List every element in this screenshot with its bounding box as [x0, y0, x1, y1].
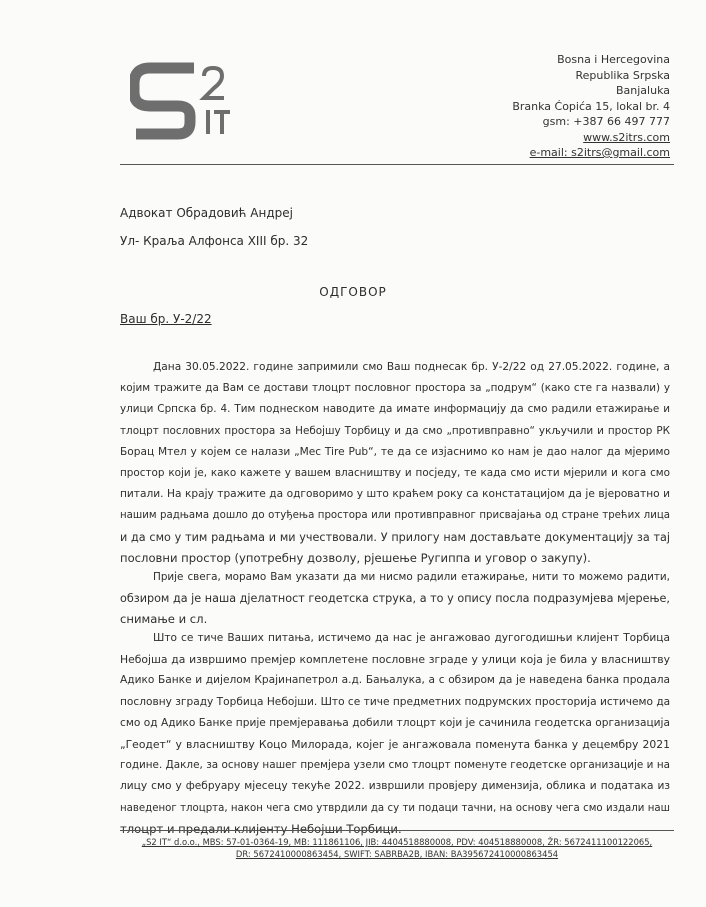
- paragraph-line: снимање и сл.: [120, 612, 208, 627]
- paragraph-3: [120, 628, 670, 840]
- company-info: [410, 52, 670, 161]
- paragraph-line: наведеног тлоцрта, након чега смо утврдили да су ти подаци тачни, на основу чега смо издали наш: [120, 802, 670, 814]
- recipient-name: Адвокат Обрадовић Андреј: [120, 206, 293, 220]
- paragraph-line: тлоцрт пословних простора за Небојшу Торбицу и да смо „противправно“ укључили и простор РК: [120, 424, 670, 437]
- company-street: Branka Ćopića 15, lokal br. 4: [512, 99, 670, 113]
- paragraph-line: нашим радњама дошло до отуђења простора или противправног присвајања од стране трећих лица: [120, 510, 670, 522]
- paragraph-line: пословни простор (употребну дозволу, рјешење Ругиппа и уговор о закупу).: [120, 550, 591, 565]
- footer-divider: [120, 830, 674, 831]
- reference-number: Ваш бр. У-2/22: [120, 312, 212, 326]
- paragraph-line: Борац Мтел у којем се налази „Mec Tire Pub“, те да се изјаснимо ко нам је дао налог да мјеримо: [120, 445, 670, 458]
- paragraph-line: тлоцрт и предали клијенту Небојши Торбици.: [120, 821, 402, 836]
- paragraph-line: пословну зграду Торбица Небојши. Што се тиче предметних подрумских просторија истичемо да: [120, 695, 671, 708]
- company-phone: gsm: +387 66 497 777: [542, 115, 670, 128]
- paragraph-line: улици Српска бр. 4. Тим поднеском наводите да имате информацију да смо радили етажирање и: [120, 403, 670, 416]
- paragraph-line: питали. На крају тражите да одговоримо у што краћем року са констатацијом да је вјероватно и: [120, 488, 670, 501]
- paragraph-line: простор који је, како кажете у вашем власништву и посједу, те када смо исти мјерили и кога смо: [120, 467, 670, 480]
- paragraph-1: [120, 357, 670, 569]
- recipient-address: Ул- Краља Алфонса XIII бр. 32: [120, 234, 309, 248]
- s2it-logo-icon: [130, 62, 240, 146]
- paragraph-line: обзиром да је наша дјелатност геодетска струка, а то у опису посла подразумјева мјерење,: [120, 592, 670, 606]
- paragraph-line: Прије свега, морамо Вам указати да ми нисмо радили етажирање, нити то можемо радити,: [153, 571, 670, 583]
- company-region: Republika Srpska: [575, 68, 670, 82]
- footer-line-2: DR: 5672410000863454, SWIFT: SABRBA2B, IBAN: BA395672410000863454: [235, 849, 559, 859]
- footer-line-1: „S2 IT“ d.o.o., MBS: 57-01-0364-19, MB: 111861106, JIB: 4404518880008, PDV: 404518880008, ŽR: 5672411100122065,: [141, 837, 653, 847]
- company-email-link[interactable]: e-mail: s2itrs@gmail.com: [529, 146, 670, 159]
- paragraph-line: „Геодет“ у власништву Коцо Милорада, којег је ангажовала поменута банка у децембру 2021: [120, 738, 670, 752]
- header-divider: [120, 164, 674, 165]
- company-city: Banjaluka: [615, 84, 670, 97]
- paragraph-line: Небојша да извршимо премјер комплетене пословне зграде у улици која је била у власништву: [120, 653, 670, 667]
- paragraph-line: лицу смо у фебруару мјесецу текуће 2022. извршили провјеру димензија, облика и података из: [120, 780, 670, 793]
- company-country: Bosna i Hercegovina: [557, 53, 670, 66]
- company-website-link[interactable]: www.s2itrs.com: [583, 130, 670, 144]
- company-registration-footer: [120, 836, 674, 860]
- paragraph-line: године. Дакле, за основу нашег премјера узели смо тлоцрт поменуте геодетске организације и на: [120, 759, 670, 772]
- paragraph-line: и да смо у тим радњама и ми учествовали. У прилогу нам достављате документацију за тај: [120, 530, 670, 544]
- paragraph-line: којим тражите да Вам се достави тлоцрт пословног простора за „подрум“ (како сте га назвали) у: [120, 382, 670, 395]
- paragraph-line: Што се тиче Ваших питања, истичемо да нас је ангажовао дугогодишњи клијент Торбица: [153, 632, 670, 644]
- paragraph-2: [120, 567, 670, 631]
- paragraph-line: Адико Банке и дијелом Крајинапетрол а.д. Бањалука, а с обзиром да је наведена банка продала: [120, 674, 670, 687]
- paragraph-line: смо од Адико Банке прије премјеравања добили тлоцрт који је сачинила геодетска организација: [120, 716, 670, 729]
- paragraph-line: Дана 30.05.2022. године запримили смо Ваш поднесак бр. У-2/22 од 27.05.2022. године, а: [153, 361, 670, 373]
- company-logo: [130, 62, 240, 146]
- document-title: ОДГОВОР: [319, 285, 387, 299]
